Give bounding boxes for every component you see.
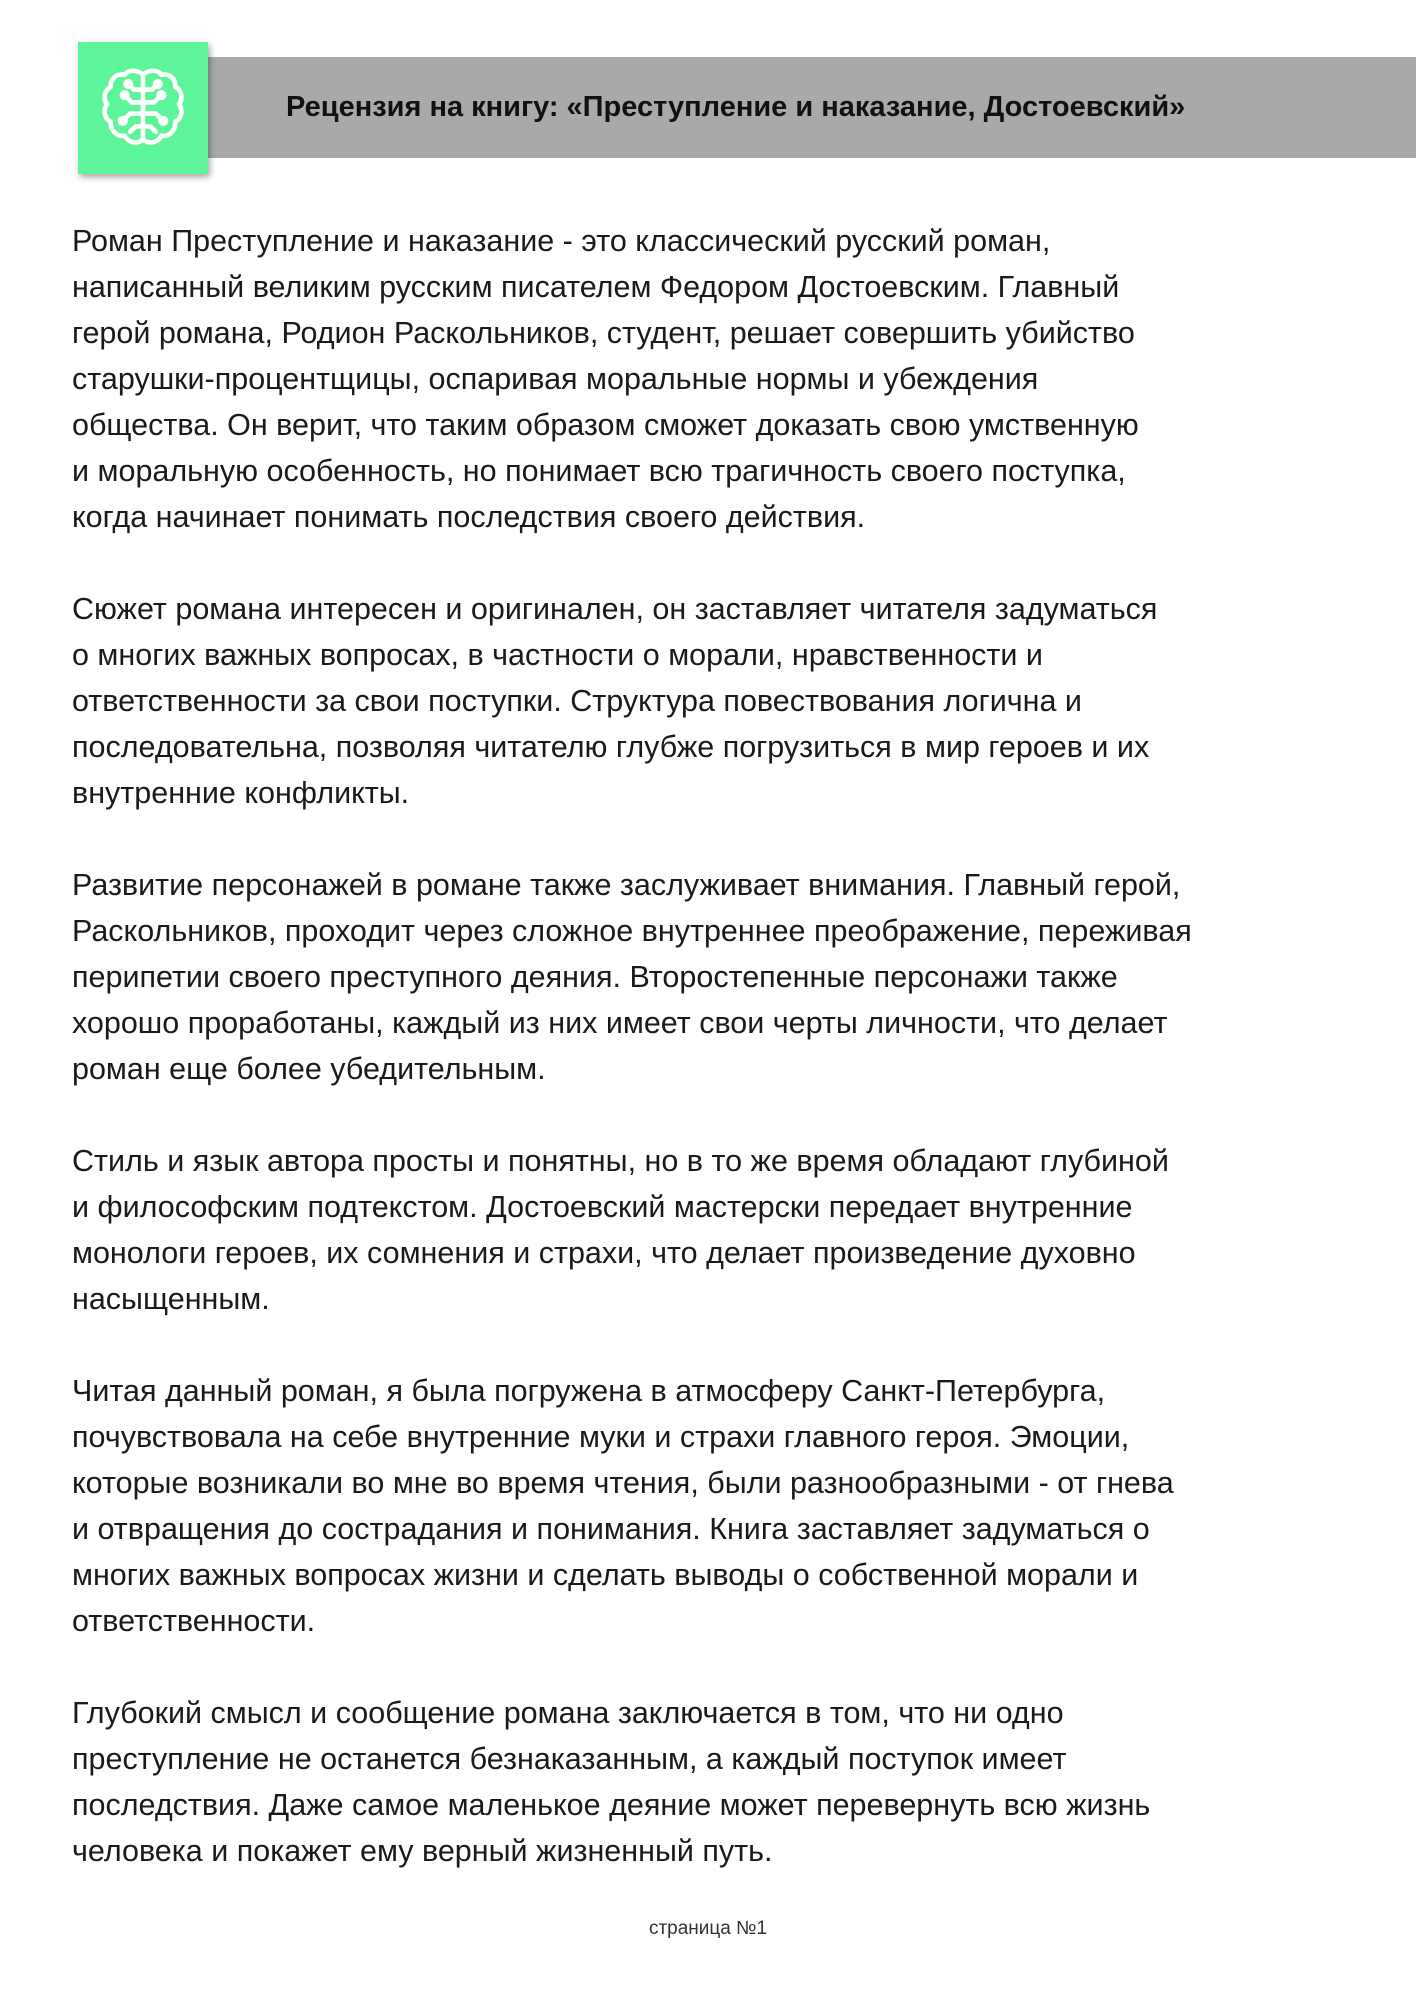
paragraph: Развитие персонажей в романе также заслуживает внимания. Главный герой, Раскольников, проходит через сложное внутреннее преображение, переживая перипетии своего преступного деяния. Второстепенные персонажи также хорошо проработаны, каждый из них имеет свои черты личности, что делает роман еще более убедительным. — [72, 868, 1192, 1086]
logo — [78, 42, 208, 174]
paragraph: Читая данный роман, я была погружена в атмосферу Санкт-Петербурга, почувствовала на себе внутренние муки и страхи главного героя. Эмоции, которые возникали во мне во время чтения, были разнообразными - от гнева и отвращения до сострадания и понимания. Книга заставляет задуматься о многих важных вопросах жизни и сделать выводы о собственной морали и ответственности. — [72, 1374, 1174, 1638]
paragraph: Глубокий смысл и сообщение романа заключается в том, что ни одно преступление не останется безнаказанным, а каждый поступок имеет последствия. Даже самое маленькое деяние может перевернуть всю жизнь человека и покажет ему верный жизненный путь. — [72, 1696, 1151, 1868]
paragraph: Роман Преступление и наказание - это классический русский роман, написанный великим русским писателем Федором Достоевским. Главный герой романа, Родион Раскольников, студент, решает совершить убийство старушки-процентщицы, оспаривая моральные нормы и убеждения общества. Он верит, что таким образом сможет доказать свою умственную и моральную особенность, но понимает всю трагичность своего поступка, когда начинает понимать последствия своего действия. — [72, 224, 1139, 534]
paragraph: Сюжет романа интересен и оригинален, он заставляет читателя задуматься о многих важных вопросах, в частности о морали, нравственности и ответственности за свои поступки. Структура повествования логична и последовательна, позволяя читателю глубже погрузиться в мир героев и их внутренние конфликты. — [72, 592, 1158, 810]
brain-icon — [97, 62, 189, 154]
page-title: Рецензия на книгу: «Преступление и наказание, Достоевский» — [286, 91, 1186, 123]
page-number: страница №1 — [648, 1918, 768, 1939]
paragraph: Стиль и язык автора просты и понятны, но в то же время обладают глубиной и философским подтекстом. Достоевский мастерски передает внутренние монологи героев, их сомнения и страхи, что делает произведение духовно насыщенным. — [72, 1144, 1169, 1316]
review-body — [72, 218, 1372, 1920]
